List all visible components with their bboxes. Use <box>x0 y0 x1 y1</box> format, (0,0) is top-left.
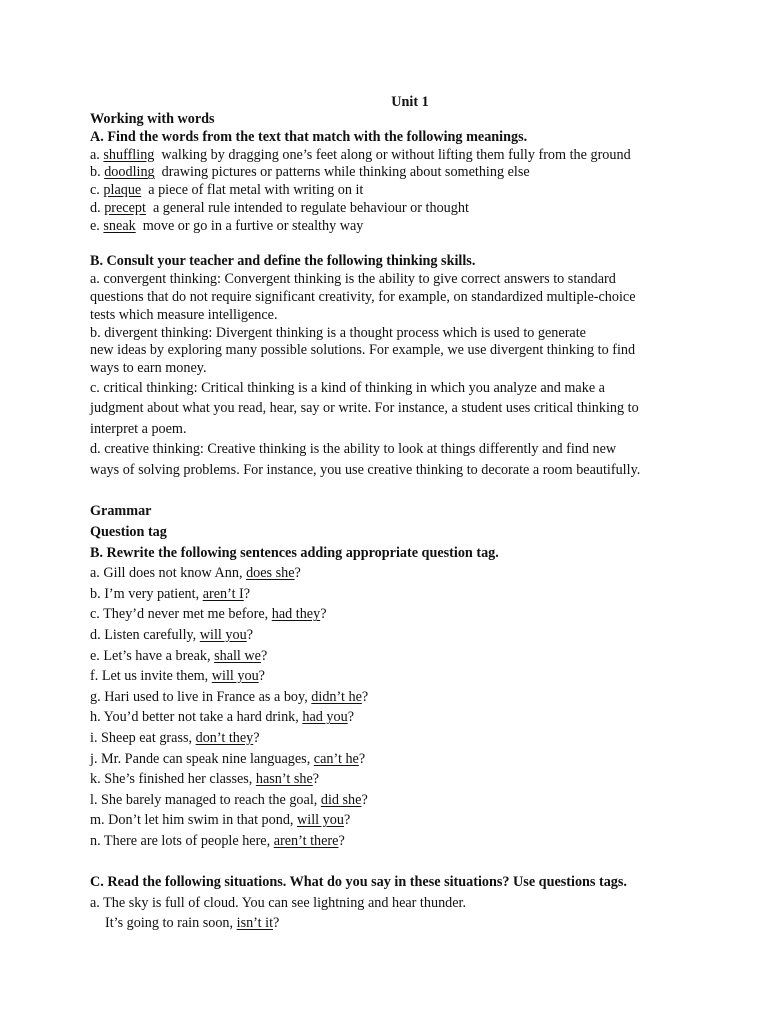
sentence-end: ? <box>358 750 366 767</box>
sentence-end: ? <box>361 791 368 808</box>
sentence-end: ? <box>258 668 265 685</box>
answer-end: ? <box>273 915 280 932</box>
sentence-text: f. Let us invite them, <box>90 668 212 685</box>
definition-line: ways to earn money. <box>90 360 207 377</box>
question-tag-item <box>90 810 690 831</box>
vocab-meaning: drawing pictures or patterns while thinking about something else <box>161 164 530 181</box>
definition-line: a. convergent thinking: Convergent thinking is the ability to give correct answers to standard <box>90 271 616 288</box>
sentence-text: j. Mr. Pande can speak nine languages, <box>90 750 314 767</box>
question-tag-item <box>90 831 690 852</box>
sentence-text: h. You’d better not take a hard drink, <box>90 709 303 726</box>
question-tag-item <box>90 728 690 749</box>
definition-paragraph <box>90 271 690 324</box>
definition-line: d. creative thinking: Creative thinking is the ability to look at things differently and find new <box>90 441 617 458</box>
vocab-word: doodling <box>104 164 155 181</box>
sentence-text: c. They’d never met me before, <box>90 606 272 623</box>
vocab-item <box>90 147 690 165</box>
vocab-item <box>90 218 690 236</box>
vocab-meaning: move or go in a furtive or stealthy way <box>142 217 364 234</box>
vocab-meaning: a piece of flat metal with writing on it <box>148 182 364 199</box>
definition-paragraph <box>90 439 690 480</box>
situation-text: a. The sky is full of cloud. You can see lightning and hear thunder. <box>90 894 467 911</box>
question-tag-answer: can’t he <box>313 750 359 767</box>
sentence-end: ? <box>343 812 351 829</box>
question-tag-item <box>90 584 690 605</box>
sentence-text: k. She’s finished her classes, <box>90 771 256 788</box>
question-tag-item <box>90 646 690 667</box>
question-tag-answer: aren’t I <box>202 585 244 602</box>
sentence-text: g. Hari used to live in France as a boy, <box>90 688 312 705</box>
vocab-label: c. <box>90 182 100 199</box>
definition-line: new ideas by exploring many possible solutions. For example, we use divergent thinking to find <box>90 342 636 359</box>
definition-paragraph <box>90 325 690 378</box>
sentence-text: a. Gill does not know Ann, <box>90 565 247 582</box>
vocab-word: plaque <box>103 182 142 199</box>
vocab-item <box>90 200 690 218</box>
situation-answer <box>90 913 690 934</box>
definition-line: judgment about what you read, hear, say or write. For instance, a student uses critical thinking to <box>90 400 639 417</box>
definition-line: questions that do not require significant creativity, for example, on standardized multiple-choice <box>90 288 636 305</box>
grammar-c-instruction: C. Read the following situations. What do you say in these situations? Use questions tags. <box>90 874 627 891</box>
question-tag-answer: had they <box>271 606 321 623</box>
question-tag-item <box>90 687 690 708</box>
question-tag-heading: Question tag <box>90 524 167 541</box>
grammar-b-instruction: B. Rewrite the following sentences adding appropriate question tag. <box>90 544 499 561</box>
question-tag-answer: didn’t he <box>311 688 362 705</box>
definition-paragraph <box>90 378 690 440</box>
vocab-word: sneak <box>103 217 136 234</box>
sentence-end: ? <box>253 729 260 746</box>
vocab-label: a. <box>90 146 100 163</box>
question-tag-answer: shall we <box>214 647 261 664</box>
vocab-item <box>90 182 690 200</box>
question-tag-item <box>90 769 690 790</box>
sentence-end: ? <box>243 585 251 602</box>
definition-line: tests which measure intelligence. <box>90 306 278 323</box>
question-tag-answer: don’t they <box>195 729 254 746</box>
sentence-text: d. Listen carefully, <box>90 627 200 644</box>
question-tag-answer: will you <box>199 627 247 644</box>
section-heading-working-with-words: Working with words <box>90 111 215 127</box>
question-tag-answer: hasn’t she <box>255 771 313 788</box>
question-tag-answer: had you <box>302 709 348 726</box>
question-tag-answer: aren’t there <box>273 832 339 849</box>
sentence-end: ? <box>312 771 320 788</box>
sentence-text: b. I’m very patient, <box>90 585 203 602</box>
sentence-text: l. She barely managed to reach the goal, <box>90 791 321 808</box>
vocab-item <box>90 164 690 182</box>
sentence-end: ? <box>361 688 369 705</box>
question-tag-item <box>90 563 690 584</box>
question-tag-item <box>90 749 690 770</box>
vocab-meaning: walking by dragging one’s feet along or without lifting them fully from the ground <box>161 146 631 163</box>
question-tag-answer: will you <box>211 668 259 685</box>
vocab-label: d. <box>90 199 101 216</box>
sentence-end: ? <box>246 627 253 644</box>
sentence-end: ? <box>294 565 301 582</box>
grammar-section <box>90 501 690 933</box>
sentence-text: n. There are lots of people here, <box>90 832 274 849</box>
section-b-instruction: B. Consult your teacher and define the following thinking skills. <box>90 253 476 270</box>
sentence-text: e. Let’s have a break, <box>90 647 215 664</box>
question-tag-item <box>90 790 690 811</box>
sentence-end: ? <box>347 709 355 726</box>
section-a-instruction: A. Find the words from the text that match with the following meanings. <box>90 128 528 145</box>
question-tag-answer: will you <box>297 812 344 829</box>
definitions-list <box>90 271 690 480</box>
sentence-end: ? <box>338 832 345 849</box>
vocab-meaning: a general rule intended to regulate behaviour or thought <box>152 199 469 216</box>
grammar-heading: Grammar <box>90 503 152 520</box>
vocab-word: shuffling <box>103 146 155 163</box>
definition-line: interpret a poem. <box>90 420 187 437</box>
question-tag-answer: did she <box>320 791 362 808</box>
definition-line: b. divergent thinking: Divergent thinking is a thought process which is used to generate <box>90 324 586 341</box>
vocab-word: precept <box>104 199 146 216</box>
question-tag-item <box>90 604 690 625</box>
question-tag-list <box>90 563 690 851</box>
vocabulary-list <box>90 147 690 236</box>
sentence-text: i. Sheep eat grass, <box>90 729 196 746</box>
sentence-end: ? <box>320 606 327 623</box>
answer-tag: isn’t it <box>236 915 274 932</box>
page-title: Unit 1 <box>391 94 429 110</box>
definition-line: c. critical thinking: Critical thinking is a kind of thinking in which you analyze and make a <box>90 379 605 396</box>
question-tag-item <box>90 707 690 728</box>
vocab-label: e. <box>90 217 100 234</box>
answer-text: It’s going to rain soon, <box>105 915 237 932</box>
question-tag-answer: does she <box>246 565 295 582</box>
vocab-label: b. <box>90 164 101 181</box>
document-content <box>90 93 690 934</box>
sentence-end: ? <box>260 647 268 664</box>
definition-line: ways of solving problems. For instance, you use creative thinking to decorate a room beautifully. <box>90 461 641 478</box>
question-tag-item <box>90 625 690 646</box>
sentence-text: m. Don’t let him swim in that pond, <box>90 812 298 829</box>
question-tag-item <box>90 666 690 687</box>
